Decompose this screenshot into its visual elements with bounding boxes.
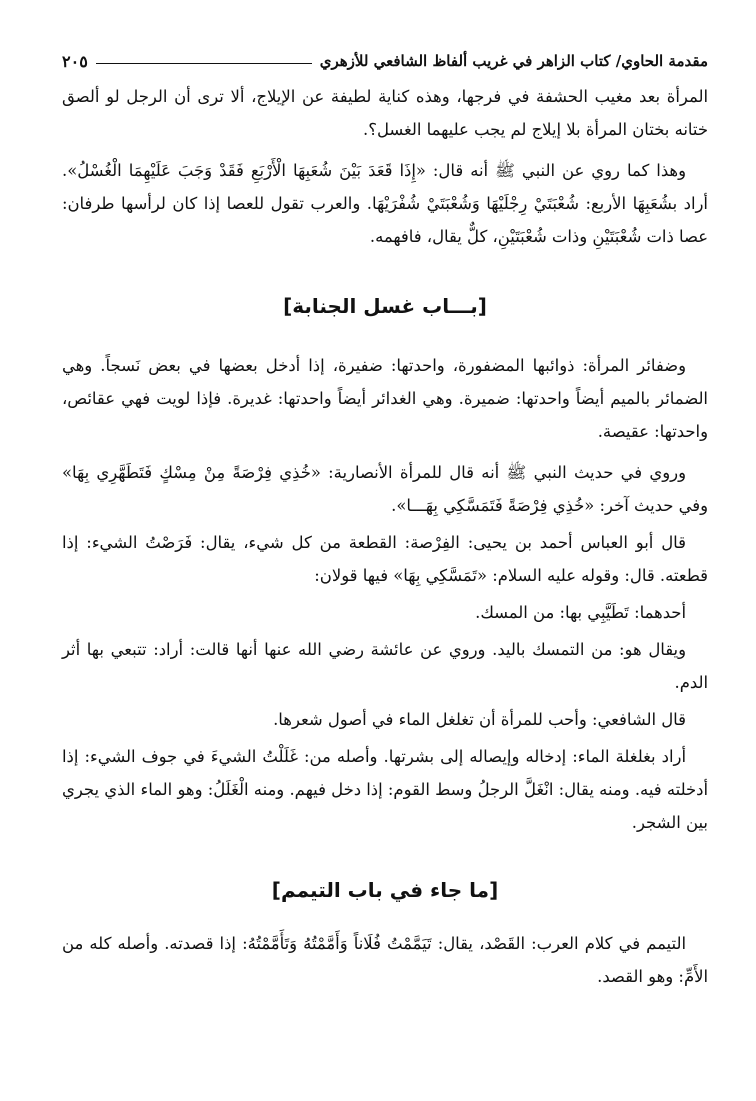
header-title: مقدمة الحاوي/ كتاب الزاهر في غريب ألفاظ الشافعي للأزهري [319, 52, 708, 70]
paragraph: أراد بغلغلة الماء: إدخاله وإيصاله إلى بشرتها. وأصله من: غَلَلْتُ الشيءَ في جوف الشيء: إذا أدخلته فيه. ومنه يقال: انْغَلَّ الرجلُ وسط القوم: إذا دخل فيهم. ومنه الْغَلَلُ: وهو الماء الذي يجري بين الشجر. [62, 747, 708, 832]
section-heading-tayammum [62, 875, 708, 905]
section-heading-janaba [62, 291, 708, 321]
book-page [62, 46, 708, 993]
heading-text: بـــاب غسل الجنابة [292, 294, 478, 318]
paragraph: وروي في حديث النبي ﷺ أنه قال للمرأة الأنصارية: «خُذِي فِرْصَةً مِنْ مِسْكٍ فَتَطَهَّرِي بِهَا» وفي حديث آخر: «خُذِي فِرْصَةً فَتَمَسَّكِي بِهَـــا». [62, 463, 708, 515]
running-header [62, 46, 708, 76]
header-rule [96, 63, 312, 64]
paragraph: التيمم في كلام العرب: القَصْد، يقال: تَيَمَّمْتُ فُلَاناً وَأَمَّمْتُهُ وَتَأَمَّمْتُهُ: إذا قصدته. وأصله كله من الأَمِّ: وهو القصد. [62, 934, 708, 986]
paragraph: وهذا كما روي عن النبي ﷺ أنه قال: «إِذَا قَعَدَ بَيْنَ شُعَبِهَا الْأَرْبَعِ فَقَدْ وَجَبَ عَلَيْهِمَا الْغُسْلُ». أراد بشُعَبِهَا الأربع: شُعْبَتَيْ رِجْلَيْهَا وَشُعْبَتَيْ شُفْرَيْهَا. والعرب تقول للعصا إذا كان لرأسها طرفان: عصا ذات شُعْبَتَيْنِ وذات شُعْبَتَيْنِ، كلٌّ يقال، فافهمه. [62, 161, 708, 246]
page-number: ٢٠٥ [62, 51, 88, 71]
paragraph: أحدهما: تَطَيَّبِي بها: من المسك. [475, 603, 686, 622]
heading-bracket-open: [ [489, 878, 499, 902]
heading-bracket-open: [ [477, 294, 487, 318]
paragraph: قال الشافعي: وأحب للمرأة أن تغلغل الماء في أصول شعرها. [273, 710, 686, 729]
paragraph: وضفائر المرأة: ذوائبها المضفورة، واحدتها: ضفيرة، إذا أدخل بعضها في بعض نَسجاً. وهي الضمائر بالميم أيضاً واحدتها: ضميرة. وهي الغدائر أيضاً واحدتها: غديرة. فإذا لويت فهي عقائص، واحدتها: عقيصة. [62, 356, 708, 441]
paragraph: قال أبو العباس أحمد بن يحيى: الفِرْصة: القطعة من كل شيء، يقال: فَرَصْتُ الشيء: إذا قطعته. قال: وقوله عليه السلام: «تَمَسَّكِي بِهَا» فيها قولان: [62, 533, 708, 585]
paragraph: المرأة بعد مغيب الحشفة في فرجها، وهذه كناية لطيفة عن الإيلاج، ألا ترى أن الرجل لو ألصق ختانه بختان المرأة بلا إيلاج لم يجب عليهما الغسل؟. [62, 87, 708, 139]
heading-bracket-close: ] [271, 878, 281, 902]
paragraph: ويقال هو: من التمسك باليد. وروي عن عائشة رضي الله عنها أنها قالت: أراد: تتبعي بها أثر الدم. [62, 640, 708, 692]
heading-text: ما جاء في باب التيمم [280, 878, 490, 902]
heading-bracket-close: ] [283, 294, 293, 318]
